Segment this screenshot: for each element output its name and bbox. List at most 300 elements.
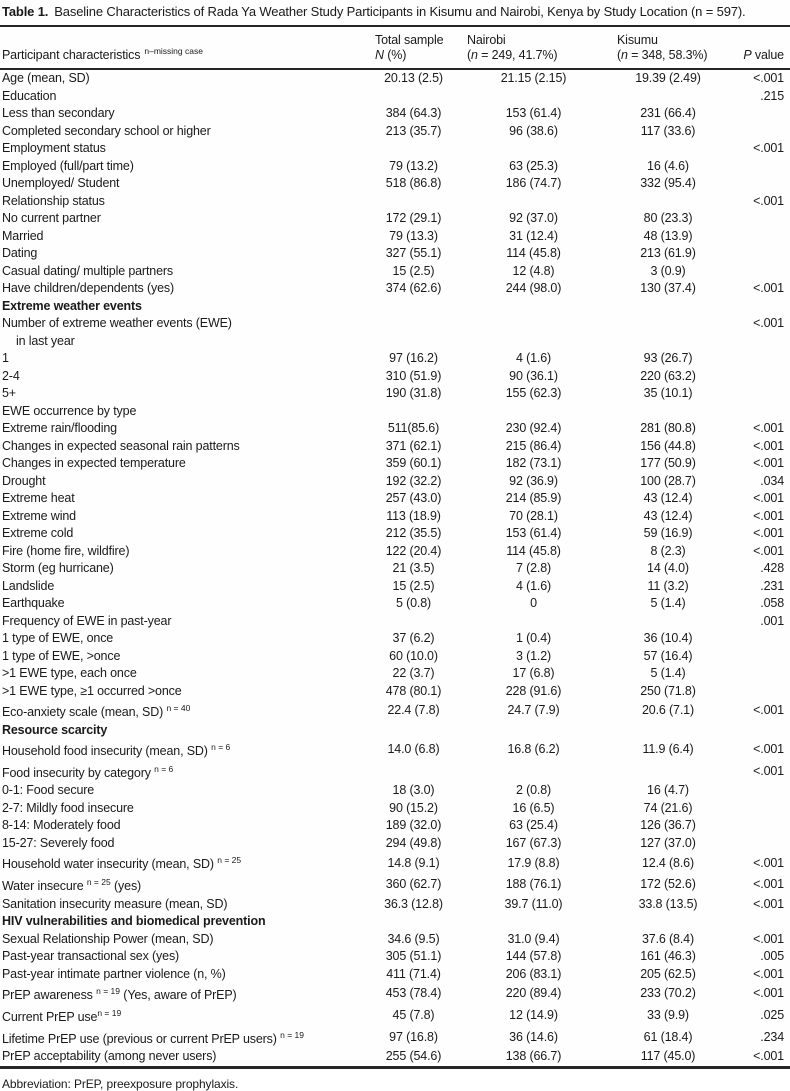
cell-characteristic: Married xyxy=(2,228,44,243)
cell-p-value xyxy=(736,245,790,263)
cell-nairobi xyxy=(467,315,600,333)
cell-total-sample: 294 (49.8) xyxy=(385,835,442,850)
cell-kisumu: 11.9 (6.4) xyxy=(642,742,694,757)
cell-kisumu: 57 (16.4) xyxy=(643,648,693,663)
table-body xyxy=(0,69,790,1067)
cell-nairobi: 0 xyxy=(530,596,537,610)
cell-p-value: <.001 xyxy=(753,877,784,892)
table-row xyxy=(0,761,790,783)
cell-nairobi: 1 (0.4) xyxy=(515,631,552,645)
cell-nairobi: 17.9 (8.8) xyxy=(507,855,560,870)
total-pct-label: (%) xyxy=(383,48,407,62)
cell-total-sample: 190 (31.8) xyxy=(385,386,442,400)
cell-total-sample: 212 (35.5) xyxy=(385,526,442,540)
cell-nairobi: 90 (36.1) xyxy=(509,368,558,383)
cell-characteristic: Earthquake xyxy=(2,596,65,610)
nairobi-n-symbol: n xyxy=(471,48,478,62)
table-row xyxy=(0,105,790,123)
cell-total-sample: 14.8 (9.1) xyxy=(387,855,440,870)
cell-p-value xyxy=(736,228,790,246)
table-row xyxy=(0,1048,790,1067)
n-missing-superscript: n = 6 xyxy=(154,763,174,774)
cell-total-sample: 411 (71.4) xyxy=(386,966,441,981)
cell-nairobi: 12 (4.8) xyxy=(512,263,555,278)
cell-nairobi: 2 (0.8) xyxy=(515,783,552,798)
cell-nairobi: 167 (67.3) xyxy=(505,835,562,850)
table-row xyxy=(0,648,790,666)
cell-kisumu: 156 (44.8) xyxy=(640,438,696,453)
nairobi-n-value: = 249, 41.7%) xyxy=(477,48,558,62)
cell-total-sample: 257 (43.0) xyxy=(385,491,442,505)
cell-total-sample xyxy=(360,403,467,421)
cell-nairobi: 17 (6.8) xyxy=(512,666,555,680)
cell-nairobi: 114 (45.8) xyxy=(506,543,561,558)
table-row xyxy=(0,315,790,333)
cell-kisumu: 250 (71.8) xyxy=(640,683,696,698)
cell-nairobi: 92 (37.0) xyxy=(509,211,558,225)
cell-kisumu: 48 (13.9) xyxy=(643,228,693,243)
cell-p-value xyxy=(736,350,790,368)
cell-characteristic: Sanitation insecurity measure (mean, SD) xyxy=(2,896,228,911)
col-header-nairobi xyxy=(467,26,600,69)
table-row xyxy=(0,385,790,403)
col-header-kisumu-line1: Kisumu xyxy=(617,33,658,47)
kisumu-n-symbol: n xyxy=(621,48,628,62)
cell-characteristic: Education xyxy=(2,88,57,103)
cell-nairobi xyxy=(467,298,600,316)
cell-characteristic: Employed (full/part time) xyxy=(2,158,134,173)
cell-kisumu xyxy=(600,613,736,631)
cell-total-sample: 189 (32.0) xyxy=(385,818,442,833)
cell-characteristic: 1 xyxy=(2,351,9,365)
table-row xyxy=(0,983,790,1005)
cell-p-value xyxy=(736,385,790,403)
cell-p-value xyxy=(736,665,790,683)
cell-total-sample: 453 (78.4) xyxy=(385,986,442,1001)
cell-p-value: .231 xyxy=(760,578,784,593)
col-header-p-value xyxy=(736,26,790,69)
cell-nairobi xyxy=(467,613,600,631)
cell-kisumu: 177 (50.9) xyxy=(640,456,696,470)
table-row xyxy=(0,263,790,281)
cell-kisumu: 233 (70.2) xyxy=(640,986,696,1001)
table-row xyxy=(0,508,790,526)
cell-kisumu: 3 (0.9) xyxy=(650,263,686,278)
table-row xyxy=(0,1027,790,1049)
table-row xyxy=(0,560,790,578)
cell-characteristic: Dating xyxy=(2,246,38,260)
cell-characteristic: Food insecurity by category $^{n = 6}$ xyxy=(2,763,174,780)
table-row xyxy=(0,175,790,193)
cell-p-value: <.001 xyxy=(753,742,784,757)
table-row xyxy=(0,700,790,722)
cell-total-sample: 310 (51.9) xyxy=(385,368,442,383)
cell-p-value: <.001 xyxy=(753,526,784,540)
cell-kisumu: 93 (26.7) xyxy=(643,351,693,365)
cell-total-sample: 22.4 (7.8) xyxy=(387,703,440,718)
table-caption: Baseline Characteristics of Rada Ya Weather Study Participants in Kisumu and Nairobi, Kenya by Study Location (n = 597). xyxy=(54,4,746,19)
cell-p-value xyxy=(736,782,790,800)
cell-p-value xyxy=(736,913,790,931)
n-missing-superscript: n = 40 xyxy=(166,703,191,713)
cell-p-value: .025 xyxy=(760,1008,784,1023)
cell-total-sample: 18 (3.0) xyxy=(392,783,435,798)
table-row xyxy=(0,420,790,438)
table-row xyxy=(0,948,790,966)
table-row xyxy=(0,1005,790,1027)
cell-nairobi xyxy=(467,761,600,783)
cell-characteristic: 1 type of EWE, >once xyxy=(2,648,121,663)
cell-p-value: .215 xyxy=(760,88,784,103)
cell-kisumu: 100 (28.7) xyxy=(640,473,696,488)
cell-p-value: <.001 xyxy=(753,316,784,330)
cell-p-value: <.001 xyxy=(753,281,784,295)
cell-nairobi: 16.8 (6.2) xyxy=(507,742,560,757)
cell-total-sample: 172 (29.1) xyxy=(385,211,442,225)
cell-kisumu: 117 (45.0) xyxy=(640,1049,696,1064)
table-row xyxy=(0,835,790,853)
p-symbol: P xyxy=(743,48,752,62)
table-row xyxy=(0,913,790,931)
cell-characteristic: PrEP awareness $^{n = 19}$ (Yes, aware of PrEP) xyxy=(2,986,237,1003)
cell-total-sample: 14.0 (6.8) xyxy=(387,742,440,757)
table-header xyxy=(0,26,790,69)
table-row xyxy=(0,578,790,596)
cell-total-sample xyxy=(360,913,467,931)
cell-kisumu: 127 (37.0) xyxy=(640,835,696,850)
cell-nairobi: 228 (91.6) xyxy=(505,683,562,698)
cell-total-sample: 79 (13.2) xyxy=(389,158,438,173)
col-header-kisumu xyxy=(600,26,736,69)
cell-p-value: .234 xyxy=(760,1029,784,1044)
cell-kisumu: 12.4 (8.6) xyxy=(641,855,694,870)
cell-characteristic: Relationship status xyxy=(2,193,105,208)
cell-p-value: <.001 xyxy=(753,763,784,778)
cell-characteristic: 2-4 xyxy=(2,368,20,383)
cell-characteristic: in last year xyxy=(16,333,75,348)
cell-nairobi: 16 (6.5) xyxy=(512,800,555,815)
cell-characteristic: Past-year intimate partner violence (n, %) xyxy=(2,966,226,981)
cell-nairobi: 4 (1.6) xyxy=(515,351,552,365)
cell-kisumu: 172 (52.6) xyxy=(640,877,696,892)
table-row xyxy=(0,800,790,818)
cell-nairobi xyxy=(467,722,600,740)
cell-kisumu xyxy=(600,315,736,333)
cell-characteristic: Extreme wind xyxy=(2,508,76,523)
cell-p-value: <.001 xyxy=(753,986,784,1001)
cell-characteristic: HIV vulnerabilities and biomedical prevention xyxy=(2,914,266,929)
cell-characteristic: Changes in expected temperature xyxy=(2,456,186,470)
cell-nairobi: 31 (12.4) xyxy=(509,228,558,243)
cell-characteristic: >1 EWE type, ≥1 occurred >once xyxy=(2,683,182,698)
cell-kisumu: 16 (4.6) xyxy=(647,158,689,173)
cell-characteristic: >1 EWE type, each once xyxy=(2,666,137,680)
cell-total-sample: 60 (10.0) xyxy=(389,648,438,663)
missing-case-note: n–missing case xyxy=(144,45,203,56)
cell-p-value: <.001 xyxy=(753,508,784,523)
cell-kisumu: 213 (61.9) xyxy=(640,246,696,260)
cell-total-sample: 518 (86.8) xyxy=(385,176,442,190)
cell-nairobi: 96 (38.6) xyxy=(509,123,558,138)
cell-total-sample xyxy=(360,613,467,631)
cell-characteristic: Casual dating/ multiple partners xyxy=(2,263,173,278)
cell-kisumu: 37.6 (8.4) xyxy=(641,931,694,946)
cell-nairobi: 153 (61.4) xyxy=(505,526,562,540)
paren: ( xyxy=(617,48,622,62)
table-row xyxy=(0,595,790,613)
cell-nairobi: 206 (83.1) xyxy=(505,966,562,981)
cell-characteristic: 0-1: Food secure xyxy=(2,783,95,798)
table-row xyxy=(0,123,790,141)
cell-kisumu: 20.6 (7.1) xyxy=(641,703,694,718)
cell-total-sample: 20.13 (2.5) xyxy=(384,71,443,85)
cell-kisumu xyxy=(600,193,736,211)
cell-total-sample: 478 (80.1) xyxy=(385,683,442,698)
cell-kisumu: 126 (36.7) xyxy=(640,818,696,833)
cell-p-value xyxy=(736,403,790,421)
table-number: Table 1. xyxy=(2,4,49,19)
cell-total-sample xyxy=(360,298,467,316)
cell-nairobi: 215 (86.4) xyxy=(505,438,562,453)
n-missing-superscript: n = 25 xyxy=(86,877,111,888)
cell-p-value xyxy=(736,175,790,193)
cell-p-value: <.001 xyxy=(753,1049,784,1064)
cell-nairobi: 214 (85.9) xyxy=(505,491,562,505)
cell-characteristic: Past-year transactional sex (yes) xyxy=(2,949,180,964)
table-row xyxy=(0,245,790,263)
cell-kisumu: 231 (66.4) xyxy=(640,106,696,120)
n-missing-superscript: n = 19 xyxy=(97,1007,122,1018)
table-row xyxy=(0,158,790,176)
cell-p-value: <.001 xyxy=(753,421,784,435)
table-footnote: Abbreviation: PrEP, preexposure prophylaxis. xyxy=(2,1076,239,1091)
cell-total-sample: 15 (2.5) xyxy=(392,263,435,278)
table-row xyxy=(0,368,790,386)
cell-p-value: <.001 xyxy=(753,966,784,981)
cell-p-value: <.001 xyxy=(753,438,784,453)
cell-p-value xyxy=(736,800,790,818)
cell-nairobi xyxy=(467,140,600,158)
cell-characteristic: 5+ xyxy=(2,386,16,400)
cell-kisumu: 5 (1.4) xyxy=(650,666,686,680)
cell-characteristic: Extreme heat xyxy=(2,491,75,505)
cell-nairobi: 92 (36.9) xyxy=(509,473,558,488)
table-row xyxy=(0,473,790,491)
cell-nairobi: 3 (1.2) xyxy=(515,648,552,663)
cell-characteristic: Completed secondary school or higher xyxy=(2,123,211,138)
cell-total-sample: 36.3 (12.8) xyxy=(384,896,443,911)
cell-kisumu: 14 (4.0) xyxy=(647,561,689,575)
cell-nairobi: 70 (28.1) xyxy=(509,508,558,523)
table-row xyxy=(0,88,790,106)
cell-total-sample: 327 (55.1) xyxy=(385,246,442,260)
cell-kisumu: 11 (3.2) xyxy=(647,578,689,593)
cell-total-sample: 15 (2.5) xyxy=(392,578,435,593)
cell-characteristic: Storm (eg hurricane) xyxy=(2,561,114,575)
cell-kisumu: 130 (37.4) xyxy=(640,281,696,295)
cell-characteristic: Number of extreme weather events (EWE) xyxy=(2,316,232,330)
cell-total-sample: 97 (16.2) xyxy=(389,351,438,365)
table-row xyxy=(0,817,790,835)
cell-kisumu: 161 (46.3) xyxy=(640,949,696,964)
cell-p-value xyxy=(736,263,790,281)
cell-total-sample: 34.6 (9.5) xyxy=(387,931,440,946)
cell-kisumu: 205 (62.5) xyxy=(640,966,696,981)
cell-kisumu xyxy=(600,333,736,351)
table-row xyxy=(0,896,790,914)
cell-nairobi: 31.0 (9.4) xyxy=(507,931,560,946)
cell-characteristic: Extreme rain/flooding xyxy=(2,421,117,435)
table-row xyxy=(0,782,790,800)
cell-characteristic: Frequency of EWE in past-year xyxy=(2,613,172,628)
cell-total-sample: 113 (18.9) xyxy=(386,508,441,523)
cell-total-sample: 384 (64.3) xyxy=(385,106,442,120)
cell-p-value: <.001 xyxy=(753,456,784,470)
cell-nairobi: 244 (98.0) xyxy=(505,281,562,295)
cell-characteristic: Employment status xyxy=(2,141,106,155)
cell-characteristic: 2-7: Mildly food insecure xyxy=(2,800,134,815)
cell-total-sample: 79 (13.3) xyxy=(389,228,438,243)
cell-p-value: <.001 xyxy=(753,703,784,718)
cell-total-sample: 122 (20.4) xyxy=(385,543,442,558)
col-header-total-line2 xyxy=(375,48,467,63)
n-missing-superscript: n = 6 xyxy=(211,742,231,753)
cell-characteristic: Current PrEP use$^{n = 19}$ xyxy=(2,1007,122,1025)
cell-kisumu: 220 (63.2) xyxy=(640,368,696,383)
cell-kisumu: 61 (18.4) xyxy=(643,1029,693,1044)
p-value-label: value xyxy=(751,48,784,62)
n-missing-superscript: n = 25 xyxy=(217,855,242,866)
table-row xyxy=(0,683,790,701)
cell-p-value xyxy=(736,722,790,740)
cell-total-sample xyxy=(360,315,467,333)
cell-p-value: .058 xyxy=(760,596,784,610)
cell-characteristic: Fire (home fire, wildfire) xyxy=(2,543,130,558)
cell-kisumu xyxy=(600,913,736,931)
cell-nairobi xyxy=(467,403,600,421)
cell-p-value xyxy=(736,835,790,853)
table-row xyxy=(0,69,790,88)
cell-nairobi xyxy=(467,193,600,211)
table-row xyxy=(0,438,790,456)
cell-nairobi: 138 (66.7) xyxy=(505,1049,562,1064)
cell-nairobi: 188 (76.1) xyxy=(505,877,562,892)
cell-p-value xyxy=(736,158,790,176)
cell-total-sample xyxy=(360,88,467,106)
cell-p-value xyxy=(736,368,790,386)
table-row xyxy=(0,280,790,298)
cell-total-sample: 97 (16.8) xyxy=(389,1029,438,1044)
baseline-characteristics-table xyxy=(0,25,790,1069)
cell-p-value: .034 xyxy=(760,473,784,488)
table-row xyxy=(0,455,790,473)
cell-p-value: <.001 xyxy=(753,141,784,155)
cell-characteristic: Changes in expected seasonal rain patterns xyxy=(2,438,240,453)
col-header-total-line1: Total sample xyxy=(375,33,444,47)
cell-nairobi xyxy=(467,913,600,931)
table-row xyxy=(0,739,790,761)
cell-kisumu xyxy=(600,722,736,740)
cell-characteristic: 15-27: Severely food xyxy=(2,835,115,850)
cell-characteristic: Age (mean, SD) xyxy=(2,71,90,85)
n-missing-superscript: n = 19 xyxy=(96,986,120,997)
cell-kisumu: 281 (80.8) xyxy=(640,421,696,435)
table-row xyxy=(0,298,790,316)
cell-kisumu: 33.8 (13.5) xyxy=(638,896,698,911)
cell-characteristic: Extreme weather events xyxy=(2,298,142,313)
cell-nairobi: 21.15 (2.15) xyxy=(500,71,567,85)
cell-p-value xyxy=(736,648,790,666)
cell-total-sample: 371 (62.1) xyxy=(385,438,442,453)
cell-characteristic: Resource scarcity xyxy=(2,722,108,737)
table-row xyxy=(0,210,790,228)
cell-nairobi: 230 (92.4) xyxy=(505,421,562,435)
cell-kisumu: 74 (21.6) xyxy=(643,800,693,815)
cell-nairobi: 39.7 (11.0) xyxy=(504,896,563,911)
cell-total-sample xyxy=(360,140,467,158)
cell-kisumu: 33 (9.9) xyxy=(647,1008,689,1023)
cell-characteristic: Water insecure $^{n = 25}$ (yes) xyxy=(2,877,142,894)
cell-characteristic: Eco-anxiety scale (mean, SD) $^{n = 40}$ xyxy=(2,703,191,720)
cell-characteristic: Unemployed/ Student xyxy=(2,176,120,190)
table-row xyxy=(0,228,790,246)
table-title xyxy=(0,0,790,25)
cell-total-sample: 511(85.6) xyxy=(387,421,440,435)
cell-kisumu xyxy=(600,403,736,421)
cell-total-sample: 5 (0.8) xyxy=(395,596,432,610)
cell-total-sample: 37 (6.2) xyxy=(392,631,435,645)
table-row xyxy=(0,490,790,508)
cell-p-value: .001 xyxy=(760,613,784,628)
cell-nairobi: 182 (73.1) xyxy=(505,456,562,470)
col-header-total xyxy=(360,26,467,69)
cell-nairobi: 7 (2.8) xyxy=(515,561,552,575)
cell-total-sample: 374 (62.6) xyxy=(385,281,442,295)
cell-characteristic: Extreme cold xyxy=(2,526,74,540)
cell-kisumu: 59 (16.9) xyxy=(643,526,693,540)
cell-total-sample xyxy=(360,722,467,740)
cell-characteristic: EWE occurrence by type xyxy=(2,403,137,418)
cell-p-value: <.001 xyxy=(753,491,784,505)
cell-kisumu: 5 (1.4) xyxy=(650,596,686,610)
cell-p-value xyxy=(736,683,790,701)
cell-characteristic: Lifetime PrEP use (previous or current PrEP users) $^{n = 19}$ xyxy=(2,1029,304,1046)
cell-nairobi: 36 (14.6) xyxy=(509,1029,558,1044)
cell-p-value: <.001 xyxy=(753,543,784,558)
cell-nairobi: 186 (74.7) xyxy=(505,176,562,190)
cell-nairobi: 114 (45.8) xyxy=(506,246,561,260)
cell-p-value xyxy=(736,123,790,141)
cell-p-value: <.001 xyxy=(753,855,784,870)
table-row xyxy=(0,874,790,896)
cell-kisumu xyxy=(600,761,736,783)
table-row xyxy=(0,543,790,561)
cell-characteristic: Household water insecurity (mean, SD) $^{n = 25}$ xyxy=(2,855,242,872)
paren: ( xyxy=(467,48,472,62)
total-n-symbol: N xyxy=(375,48,384,62)
cell-kisumu: 332 (95.4) xyxy=(640,176,696,190)
cell-p-value: .005 xyxy=(760,949,784,964)
table-row xyxy=(0,665,790,683)
cell-p-value xyxy=(736,630,790,648)
cell-total-sample: 213 (35.7) xyxy=(385,123,442,138)
table-row xyxy=(0,193,790,211)
kisumu-n-value: = 348, 58.3%) xyxy=(627,48,708,62)
cell-nairobi: 63 (25.4) xyxy=(509,818,558,833)
cell-kisumu: 117 (33.6) xyxy=(640,123,696,138)
table-row xyxy=(0,722,790,740)
cell-characteristic: Less than secondary xyxy=(2,106,115,120)
